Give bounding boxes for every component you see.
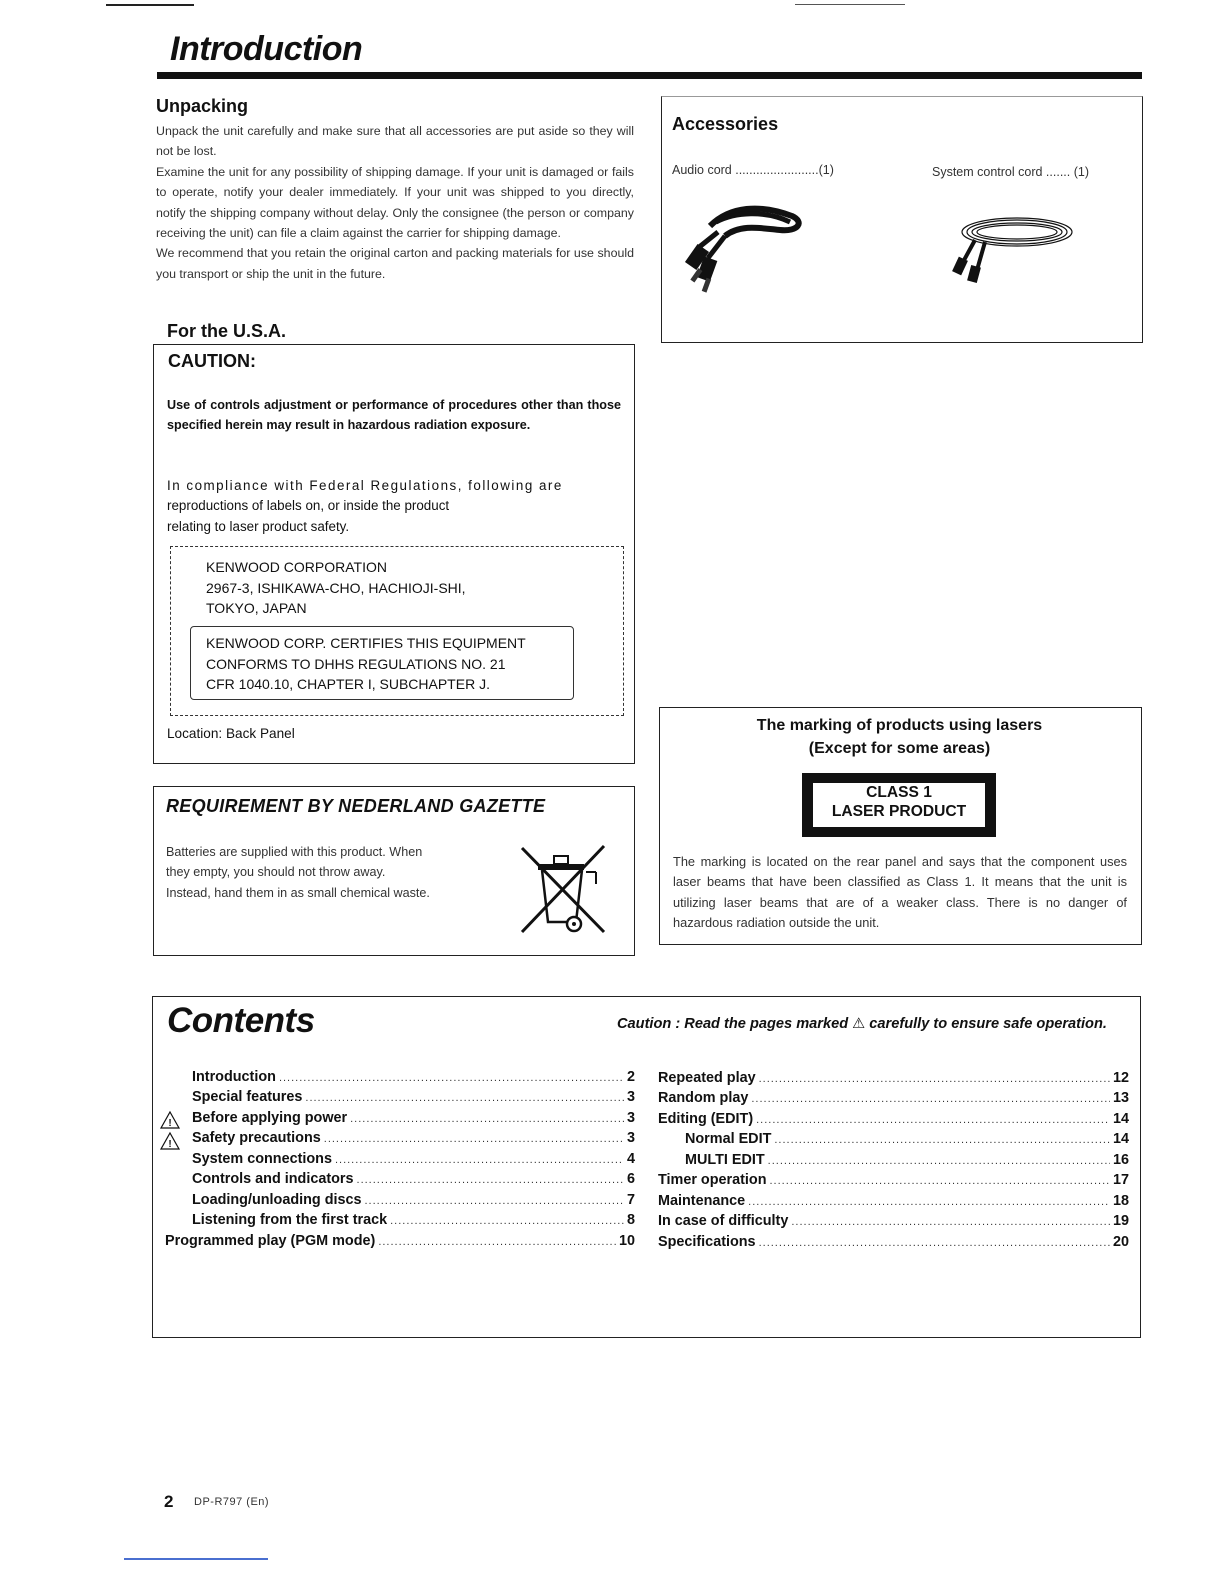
- toc-item-page: 20: [1112, 1234, 1129, 1250]
- cert-line-3: CFR 1040.10, CHAPTER I, SUBCHAPTER J.: [206, 676, 490, 692]
- toc-leader: [390, 1215, 624, 1227]
- svg-text:!: !: [168, 1118, 172, 1129]
- unpacking-para-3: We recommend that you retain the original carton and packing materials for use should you transport or ship the unit in the future.: [156, 246, 634, 281]
- toc-item-label: Editing (EDIT): [658, 1111, 754, 1127]
- unpacking-heading: Unpacking: [156, 96, 249, 116]
- svg-text:!: !: [168, 1139, 172, 1150]
- nederland-line-2: they empty, you should not throw away.: [166, 865, 386, 880]
- toc-item[interactable]: [658, 1090, 1129, 1110]
- toc-item-page: 16: [1112, 1152, 1129, 1168]
- toc-leader: [759, 1073, 1110, 1085]
- toc-item[interactable]: [192, 1151, 635, 1171]
- compliance-line-3: relating to laser product safety.: [167, 518, 350, 534]
- toc-item[interactable]: [192, 1089, 635, 1109]
- toc-item-page: 6: [626, 1171, 635, 1187]
- toc-leader: [751, 1093, 1110, 1105]
- toc-item-page: 4: [626, 1151, 635, 1167]
- toc-item-page: 14: [1112, 1131, 1129, 1147]
- toc-item-label: Normal EDIT: [685, 1131, 772, 1147]
- toc-item-label: Safety precautions: [192, 1130, 321, 1146]
- nederland-title: REQUIREMENT BY NEDERLAND GAZETTE: [166, 796, 546, 816]
- toc-item-page: 3: [626, 1130, 635, 1146]
- toc-leader: [774, 1134, 1110, 1146]
- class1-line-1: CLASS 1: [866, 784, 932, 801]
- toc-item-page: 19: [1112, 1213, 1129, 1229]
- toc-item-label: Random play: [658, 1090, 749, 1106]
- model-code: DP-R797 (En): [194, 1496, 270, 1508]
- class1-label-inner: [813, 783, 985, 827]
- toc-item-page: 3: [626, 1089, 635, 1105]
- audio-cord-icon: [680, 196, 810, 296]
- toc-item-page: 17: [1112, 1172, 1129, 1188]
- toc-item-label: Introduction: [192, 1069, 276, 1085]
- compliance-line-2: reproductions of labels on, or inside the product: [167, 498, 450, 514]
- laser-heading: The marking of products using lasers: [756, 717, 1043, 734]
- nederland-line-1: Batteries are supplied with this product. When: [166, 845, 423, 859]
- cert-line-1: KENWOOD CORP. CERTIFIES THIS EQUIPMENT: [206, 635, 526, 651]
- toc-item-label: Repeated play: [658, 1070, 756, 1086]
- toc-item[interactable]: [658, 1234, 1129, 1254]
- toc-item-page: 2: [626, 1069, 635, 1085]
- toc-leader: [768, 1155, 1110, 1167]
- label-line-1: KENWOOD CORPORATION: [206, 559, 387, 575]
- toc-leader: [324, 1133, 624, 1145]
- caution-title: CAUTION:: [168, 351, 256, 371]
- top-rule-left: [106, 4, 194, 6]
- laser-description: The marking is located on the rear panel and says that the component uses laser beams that have been classified as Class 1. It means that the unit is utilizing laser beams that are of a weaker class. There is no danger of hazardous radiation outside the unit.: [673, 854, 1127, 931]
- nederland-line-3: Instead, hand them in as small chemical waste.: [166, 885, 430, 900]
- toc-leader: [378, 1236, 616, 1248]
- toc-item-label: In case of difficulty: [658, 1213, 789, 1229]
- toc-item[interactable]: [658, 1213, 1129, 1233]
- toc-leader: [357, 1174, 624, 1186]
- unpacking-para-2: Examine the unit for any possibility of shipping damage. If your unit is damaged or fails to operate, notify your dealer immediately. If your unit was shipped to you directly, notify the shipping company without delay. Only the consignee (the person or company receiving the unit) can file a claim against the carrier for shipping damage.: [156, 164, 634, 241]
- toc-item-label: Controls and indicators: [192, 1171, 354, 1187]
- toc-item[interactable]: [165, 1233, 635, 1253]
- certification-label: [206, 633, 526, 695]
- toc-item[interactable]: [192, 1069, 635, 1089]
- cert-line-2: CONFORMS TO DHHS REGULATIONS NO. 21: [206, 655, 506, 672]
- toc-leader: [756, 1114, 1110, 1126]
- toc-item[interactable]: [192, 1171, 635, 1191]
- toc-item-page: 14: [1112, 1111, 1129, 1127]
- toc-item[interactable]: [192, 1110, 635, 1130]
- toc-item[interactable]: [658, 1070, 1129, 1090]
- toc-item[interactable]: [658, 1172, 1129, 1192]
- label-line-2: 2967-3, ISHIKAWA-CHO, HACHIOJI-SHI,: [206, 579, 466, 596]
- class1-line-2: LASER PRODUCT: [831, 803, 967, 820]
- toc-leader: [791, 1216, 1110, 1228]
- toc-item-page: 12: [1112, 1070, 1129, 1086]
- unpacking-text: [156, 121, 634, 284]
- manufacturer-label: [206, 557, 466, 619]
- usa-label: For the U.S.A.: [167, 321, 287, 341]
- contents-title: Contents: [167, 1001, 315, 1040]
- accessories-heading: Accessories: [672, 114, 779, 134]
- crossed-bin-icon: [516, 842, 608, 934]
- accessory-audio-cord: Audio cord ........................(1): [672, 163, 834, 177]
- toc-item-label: System connections: [192, 1151, 332, 1167]
- toc-item-label: Special features: [192, 1089, 303, 1105]
- toc-item[interactable]: [192, 1212, 635, 1232]
- nederland-text: [166, 842, 472, 903]
- toc-item-label: Loading/unloading discs: [192, 1192, 362, 1208]
- system-control-cord-icon: [945, 210, 1080, 290]
- toc-leader: [350, 1113, 624, 1125]
- toc-item-page: 18: [1112, 1193, 1129, 1209]
- toc-leader: [365, 1195, 624, 1207]
- toc-item[interactable]: [685, 1152, 1129, 1172]
- toc-item-label: Before applying power: [192, 1110, 348, 1126]
- warning-icon: [159, 1110, 181, 1130]
- caution-warning-text: Use of controls adjustment or performance of procedures other than those specified herein may result in hazardous radiation exposure.: [167, 398, 621, 433]
- toc-item[interactable]: [658, 1193, 1129, 1213]
- toc-item-label: Programmed play (PGM mode): [165, 1233, 376, 1249]
- toc-leader: [279, 1072, 624, 1084]
- toc-leader: [748, 1196, 1110, 1208]
- accessory-system-control-cord: System control cord ....... (1): [932, 165, 1089, 179]
- toc-item[interactable]: [658, 1111, 1129, 1131]
- toc-item-label: Specifications: [658, 1234, 756, 1250]
- toc-item[interactable]: [192, 1192, 635, 1212]
- toc-item-page: 10: [618, 1233, 635, 1249]
- toc-item-label: Timer operation: [658, 1172, 767, 1188]
- toc-item-page: 3: [626, 1110, 635, 1126]
- toc-item-page: 8: [626, 1212, 635, 1228]
- toc-item-page: 7: [626, 1192, 635, 1208]
- bottom-rule: [124, 1558, 268, 1560]
- contents-caution-note: Caution : Read the pages marked ⚠ carefully to ensure safe operation.: [617, 1016, 1107, 1032]
- toc-leader: [305, 1092, 624, 1104]
- label-location: Location: Back Panel: [167, 726, 295, 741]
- compliance-text: [167, 476, 621, 537]
- toc-leader: [770, 1175, 1110, 1187]
- page-number: 2: [164, 1492, 174, 1511]
- toc-item[interactable]: [192, 1130, 635, 1150]
- toc-item-label: Listening from the first track: [192, 1212, 388, 1228]
- toc-leader: [759, 1237, 1110, 1249]
- toc-item-page: 13: [1112, 1090, 1129, 1106]
- toc-item-label: MULTI EDIT: [685, 1152, 765, 1168]
- unpacking-para-1: Unpack the unit carefully and make sure that all accessories are put aside so they will not be lost.: [156, 124, 634, 159]
- label-line-3: TOKYO, JAPAN: [206, 600, 307, 616]
- title-rule: [157, 72, 1142, 79]
- laser-subheading: (Except for some areas): [808, 740, 991, 757]
- compliance-line-1: In compliance with Federal Regulations, following are: [167, 478, 563, 493]
- toc-item-label: Maintenance: [658, 1193, 746, 1209]
- toc-leader: [335, 1154, 624, 1166]
- warning-icon: [159, 1131, 181, 1151]
- toc-item[interactable]: [685, 1131, 1129, 1151]
- top-rule-right: [795, 4, 905, 5]
- page-title: Introduction: [170, 30, 363, 68]
